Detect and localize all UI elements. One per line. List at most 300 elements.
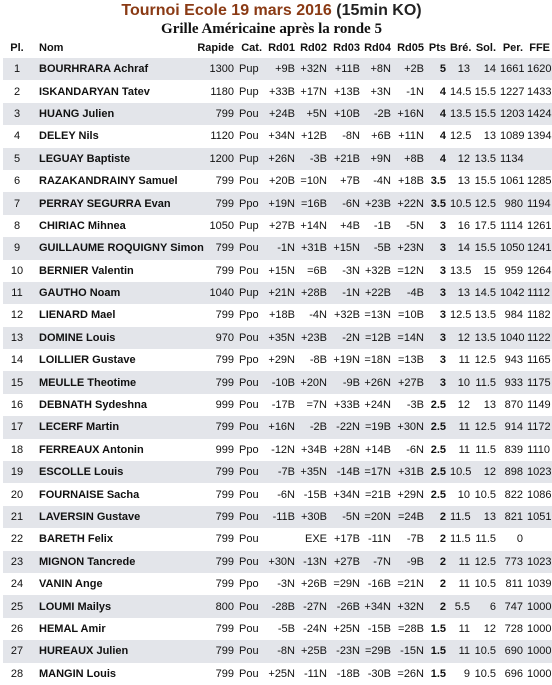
cell-performance: 1661 bbox=[498, 58, 525, 80]
cell-bresilien: 11.5 bbox=[450, 533, 471, 546]
cell-ffe-rating bbox=[525, 148, 552, 170]
cell-points: 2.5 bbox=[430, 488, 446, 501]
cell-round-4: -15B bbox=[367, 622, 391, 635]
cell-category: Pup bbox=[239, 85, 259, 98]
cell-bresilien: 11 bbox=[448, 551, 472, 573]
cell-solkoff: 12.5 bbox=[474, 354, 496, 367]
cell-round-2: -24N bbox=[303, 622, 327, 635]
cell-round-5: +2B bbox=[393, 58, 426, 80]
cell-bresilien: 12 bbox=[448, 148, 472, 170]
cell-points: 3 bbox=[426, 237, 448, 259]
cell-rating: 1300 bbox=[195, 58, 236, 80]
cell-bresilien: 11 bbox=[448, 640, 472, 662]
cell-round-4: =12B bbox=[362, 327, 393, 349]
cell-round-1 bbox=[264, 528, 297, 550]
cell-round-2: -27N bbox=[297, 595, 329, 617]
cell-round-1: -3N bbox=[277, 578, 295, 591]
cell-round-3: +4B bbox=[340, 219, 360, 232]
cell-points: 3 bbox=[426, 371, 448, 393]
cell-name: ESCOLLE Louis bbox=[31, 461, 195, 483]
cell-points: 3.5 bbox=[430, 175, 446, 188]
cell-points: 2 bbox=[439, 578, 446, 591]
cell-round-4: +32B bbox=[365, 264, 391, 277]
cell-place: 10 bbox=[10, 264, 24, 277]
header-row bbox=[3, 38, 552, 58]
cell-bresilien: 12 bbox=[457, 399, 470, 412]
cell-place: 5 bbox=[3, 148, 31, 170]
table-row bbox=[3, 394, 552, 416]
cell-place: 9 bbox=[3, 237, 31, 259]
cell-place: 12 bbox=[10, 309, 24, 322]
cell-solkoff: 12 bbox=[472, 461, 498, 483]
cell-name: BERNIER Valentin bbox=[39, 264, 134, 277]
table-row bbox=[3, 461, 552, 483]
cell-points: 4 bbox=[426, 103, 448, 125]
cell-points: 1.5 bbox=[426, 640, 448, 662]
cell-round-2: =7N bbox=[306, 399, 327, 412]
cell-name: DOMINE Louis bbox=[31, 327, 195, 349]
cell-solkoff: 11.5 bbox=[475, 443, 496, 456]
cell-round-2: +23B bbox=[297, 327, 329, 349]
cell-solkoff: 14.5 bbox=[472, 282, 498, 304]
cell-ffe-rating: 1086 bbox=[527, 488, 552, 501]
cell-round-2: -15B bbox=[303, 488, 327, 501]
cell-round-1: +21N bbox=[264, 282, 297, 304]
cell-ffe-rating: 1000 bbox=[525, 595, 552, 617]
cell-name: LECERF Martin bbox=[31, 416, 195, 438]
cell-performance: 1061 bbox=[500, 175, 525, 188]
cell-category: Pou bbox=[236, 551, 264, 573]
cell-round-3: +13B bbox=[334, 85, 360, 98]
cell-name: FERREAUX Antonin bbox=[39, 443, 144, 456]
cell-bresilien: 13 bbox=[448, 282, 472, 304]
title-format: (15min KO) bbox=[336, 2, 422, 19]
cell-category: Pou bbox=[239, 667, 259, 680]
cell-bresilien: 12.5 bbox=[450, 309, 472, 322]
cell-round-5: +18B bbox=[398, 175, 424, 188]
cell-rating: 799 bbox=[195, 237, 236, 259]
cell-round-1: +35N bbox=[264, 327, 297, 349]
cell-ffe-rating: 1122 bbox=[525, 327, 552, 349]
cell-points: 2 bbox=[426, 506, 448, 528]
cell-round-1: +15N bbox=[268, 264, 295, 277]
col-header-round-2: Rd02 bbox=[300, 42, 327, 54]
cell-name: LEGUAY Baptiste bbox=[31, 148, 195, 170]
cell-round-1: -12N bbox=[271, 443, 295, 456]
cell-category: Pou bbox=[239, 399, 259, 412]
cell-rating: 799 bbox=[195, 506, 236, 528]
cell-round-4: +9N bbox=[362, 148, 393, 170]
cell-round-3: +17B bbox=[334, 533, 360, 546]
cell-points: 3 bbox=[439, 264, 446, 277]
cell-category: Pou bbox=[236, 327, 264, 349]
cell-category: Pou bbox=[239, 488, 259, 501]
col-header-rating: Rapide bbox=[197, 42, 234, 54]
col-header-solkoff: Sol. bbox=[475, 42, 496, 54]
cell-category: Pou bbox=[236, 416, 264, 438]
cell-rating: 799 bbox=[195, 192, 236, 214]
cell-ffe-rating: 1175 bbox=[525, 371, 552, 393]
cell-place: 26 bbox=[10, 622, 24, 635]
table-row bbox=[3, 439, 552, 461]
cell-round-1: +30N bbox=[264, 551, 297, 573]
cell-solkoff: 15.5 bbox=[474, 85, 496, 98]
cell-category: Pou bbox=[239, 264, 259, 277]
cell-round-5: -3B bbox=[406, 399, 424, 412]
cell-performance: 898 bbox=[498, 461, 525, 483]
cell-round-3: -1N bbox=[329, 282, 362, 304]
cell-performance: 690 bbox=[498, 640, 525, 662]
cell-performance: 811 bbox=[505, 578, 523, 591]
cell-performance: 980 bbox=[498, 192, 525, 214]
cell-ffe-rating: 1194 bbox=[525, 192, 552, 214]
table-row bbox=[3, 663, 552, 685]
cell-performance: 1040 bbox=[498, 327, 525, 349]
cell-round-2: +31B bbox=[297, 237, 329, 259]
cell-bresilien: 14 bbox=[448, 237, 472, 259]
cell-round-3: +25N bbox=[333, 622, 360, 635]
cell-place: 18 bbox=[10, 443, 24, 456]
standings-table bbox=[3, 38, 552, 685]
cell-category: Pou bbox=[236, 237, 264, 259]
col-header-round-4: Rd04 bbox=[364, 42, 391, 54]
cell-bresilien: 11 bbox=[458, 354, 470, 367]
cell-points: 2.5 bbox=[426, 416, 448, 438]
cell-round-2: EXE bbox=[304, 533, 327, 546]
cell-ffe-rating: 1433 bbox=[527, 85, 552, 98]
table-row bbox=[3, 237, 552, 259]
cell-round-1: +18B bbox=[269, 309, 295, 322]
cell-round-1: +16N bbox=[264, 416, 297, 438]
cell-performance: 747 bbox=[498, 595, 525, 617]
cell-name: PERRAY SEGURRA Evan bbox=[31, 192, 195, 214]
cell-place: 20 bbox=[10, 488, 24, 501]
cell-points: 3 bbox=[439, 309, 446, 322]
cell-solkoff: 12.5 bbox=[472, 192, 498, 214]
cell-place: 19 bbox=[3, 461, 31, 483]
cell-round-4: -2B bbox=[362, 103, 393, 125]
cell-points: 3 bbox=[426, 327, 448, 349]
table-row bbox=[3, 148, 552, 170]
cell-round-5: =13B bbox=[398, 354, 424, 367]
cell-performance: 1203 bbox=[498, 103, 525, 125]
cell-bresilien: 13 bbox=[457, 175, 470, 188]
cell-ffe-rating: 1039 bbox=[527, 578, 552, 591]
cell-name: MANGIN Louis bbox=[39, 667, 116, 680]
cell-bresilien: 14.5 bbox=[450, 85, 472, 98]
cell-solkoff: 10.5 bbox=[474, 578, 496, 591]
cell-round-5: +11N bbox=[398, 130, 424, 143]
cell-name: ISKANDARYAN Tatev bbox=[39, 85, 150, 98]
cell-rating: 999 bbox=[215, 443, 234, 456]
cell-rating: 1180 bbox=[210, 85, 234, 98]
cell-rating: 799 bbox=[215, 622, 234, 635]
cell-place: 24 bbox=[10, 578, 24, 591]
cell-round-1: +24B bbox=[264, 103, 297, 125]
cell-round-4: -11N bbox=[367, 533, 391, 546]
cell-bresilien: 9 bbox=[463, 667, 470, 680]
cell-rating: 799 bbox=[195, 640, 236, 662]
table-row bbox=[3, 260, 552, 282]
cell-points: 3 bbox=[439, 219, 446, 232]
cell-round-3: +27B bbox=[329, 551, 362, 573]
cell-round-4: =19B bbox=[362, 416, 393, 438]
cell-round-4: -30B bbox=[367, 667, 391, 680]
cell-place: 2 bbox=[13, 85, 21, 98]
cell-round-3: -2N bbox=[329, 327, 362, 349]
cell-place: 4 bbox=[13, 130, 21, 143]
col-header-bresilien: Bré. bbox=[450, 42, 472, 54]
cell-ffe-rating: 1165 bbox=[527, 354, 551, 367]
table-row bbox=[3, 551, 552, 573]
cell-round-1: -5B bbox=[277, 622, 295, 635]
cell-ffe-rating: 1149 bbox=[527, 399, 551, 412]
cell-round-2: -13N bbox=[297, 551, 329, 573]
cell-category: Pou bbox=[236, 371, 264, 393]
col-header-performance: Per. bbox=[502, 42, 523, 54]
table-row bbox=[3, 573, 552, 595]
cell-solkoff: 13.5 bbox=[472, 327, 498, 349]
cell-performance: 821 bbox=[498, 506, 525, 528]
title-main: Tournoi Ecole 19 mars 2016 bbox=[121, 2, 332, 19]
cell-bresilien: 13 bbox=[448, 58, 472, 80]
cell-performance: 1227 bbox=[500, 85, 525, 98]
cell-solkoff: 10.5 bbox=[474, 667, 496, 680]
cell-rating: 799 bbox=[215, 488, 234, 501]
cell-place: 7 bbox=[3, 192, 31, 214]
cell-round-2: +30B bbox=[297, 506, 329, 528]
cell-round-1: +34N bbox=[268, 130, 295, 143]
cell-ffe-rating: 1000 bbox=[527, 622, 552, 635]
cell-round-2: +12B bbox=[301, 130, 327, 143]
cell-bresilien: 12.5 bbox=[450, 130, 472, 143]
cell-solkoff: 15.5 bbox=[472, 103, 498, 125]
grid-subtitle: Grille Américaine après la ronde 5 bbox=[161, 21, 382, 37]
table-row bbox=[3, 528, 552, 550]
cell-bresilien: 10 bbox=[448, 371, 472, 393]
cell-performance: 870 bbox=[504, 399, 523, 412]
cell-place: 13 bbox=[3, 327, 31, 349]
table-row bbox=[3, 103, 552, 125]
cell-rating: 799 bbox=[195, 416, 236, 438]
cell-round-1: -6N bbox=[277, 488, 295, 501]
cell-bresilien: 5.5 bbox=[448, 595, 472, 617]
cell-round-1: +26N bbox=[264, 148, 297, 170]
cell-round-2: =16B bbox=[297, 192, 329, 214]
cell-ffe-rating bbox=[525, 528, 552, 550]
cell-round-4: -5B bbox=[362, 237, 393, 259]
cell-round-2: +5N bbox=[297, 103, 329, 125]
table-row bbox=[3, 282, 552, 304]
cell-round-3: +33B bbox=[334, 399, 360, 412]
cell-round-5: +32N bbox=[393, 595, 426, 617]
col-header-name: Nom bbox=[39, 42, 64, 54]
cell-round-3: -14B bbox=[329, 461, 362, 483]
cell-round-5: =28B bbox=[398, 622, 424, 635]
cell-round-5: -5N bbox=[406, 219, 424, 232]
cell-round-3: -23N bbox=[329, 640, 362, 662]
cell-round-1: +27B bbox=[269, 219, 295, 232]
cell-rating: 799 bbox=[215, 533, 234, 546]
table-row bbox=[3, 506, 552, 528]
cell-round-1: -1N bbox=[264, 237, 297, 259]
cell-solkoff: 12 bbox=[483, 622, 496, 635]
cell-round-3: +15N bbox=[329, 237, 362, 259]
cell-performance: 933 bbox=[498, 371, 525, 393]
cell-round-3: -8N bbox=[342, 130, 360, 143]
cell-round-4: =20N bbox=[362, 506, 393, 528]
cell-points: 5 bbox=[426, 58, 448, 80]
col-header-round-5: Rd05 bbox=[397, 42, 424, 54]
cell-ffe-rating: 1023 bbox=[525, 551, 552, 573]
cell-solkoff: 13.5 bbox=[474, 309, 496, 322]
cell-round-2: +34B bbox=[301, 443, 327, 456]
cell-name: MIGNON Tancrede bbox=[31, 551, 195, 573]
cell-ffe-rating: 1424 bbox=[525, 103, 552, 125]
cell-category: Pou bbox=[239, 622, 259, 635]
cell-solkoff: 13.5 bbox=[472, 148, 498, 170]
cell-round-2: +32N bbox=[297, 58, 329, 80]
cell-round-4: =29B bbox=[362, 640, 393, 662]
cell-place: 6 bbox=[13, 175, 21, 188]
cell-round-3: =29N bbox=[333, 578, 360, 591]
cell-solkoff: 10.5 bbox=[474, 488, 496, 501]
cell-bresilien: 10 bbox=[457, 488, 470, 501]
cell-round-5: +31B bbox=[393, 461, 426, 483]
cell-round-5: -7B bbox=[406, 533, 424, 546]
cell-round-5: +16N bbox=[393, 103, 426, 125]
cell-bresilien: 13.5 bbox=[448, 103, 472, 125]
cell-place: 22 bbox=[10, 533, 24, 546]
cell-rating: 799 bbox=[215, 264, 234, 277]
cell-name: DELEY Nils bbox=[39, 130, 99, 143]
cell-name: BARETH Felix bbox=[39, 533, 113, 546]
cell-round-4: +3N bbox=[370, 85, 391, 98]
cell-round-2: -3B bbox=[297, 148, 329, 170]
cell-round-2: -2B bbox=[297, 416, 329, 438]
cell-name: BOURHRARA Achraf bbox=[31, 58, 195, 80]
cell-ffe-rating: 1264 bbox=[527, 264, 552, 277]
cell-round-5: =14N bbox=[393, 327, 426, 349]
cell-round-1: +9B bbox=[264, 58, 297, 80]
cell-round-3: -22N bbox=[329, 416, 362, 438]
cell-ffe-rating: 1285 bbox=[527, 175, 552, 188]
cell-solkoff: 13 bbox=[483, 130, 496, 143]
cell-round-5: +27B bbox=[393, 371, 426, 393]
cell-round-4: =21B bbox=[365, 488, 391, 501]
cell-round-1: -7B bbox=[264, 461, 297, 483]
cell-name: GUILLAUME ROQUIGNY Simon bbox=[31, 237, 195, 259]
cell-solkoff: 17.5 bbox=[474, 219, 496, 232]
cell-performance: 822 bbox=[504, 488, 523, 501]
cell-performance: 1089 bbox=[500, 130, 525, 143]
cell-name: LIENARD Mael bbox=[39, 309, 116, 322]
cell-rating: 799 bbox=[215, 667, 234, 680]
cell-round-4: -4N bbox=[373, 175, 391, 188]
cell-round-1: +29N bbox=[268, 354, 295, 367]
cell-round-2: +20N bbox=[297, 371, 329, 393]
cell-performance: 0 bbox=[516, 533, 523, 546]
cell-solkoff: 13 bbox=[472, 506, 498, 528]
cell-solkoff: 12.5 bbox=[472, 416, 498, 438]
cell-category: Pou bbox=[236, 461, 264, 483]
cell-performance: 959 bbox=[504, 264, 523, 277]
cell-round-5: -15N bbox=[393, 640, 426, 662]
cell-ffe-rating: 1000 bbox=[525, 640, 552, 662]
cell-rating: 799 bbox=[215, 354, 234, 367]
cell-place: 1 bbox=[3, 58, 31, 80]
cell-round-3: +11B bbox=[329, 58, 362, 80]
cell-round-5: =26N bbox=[397, 667, 424, 680]
cell-name: HUREAUX Julien bbox=[31, 640, 195, 662]
cell-rating: 1040 bbox=[195, 282, 236, 304]
cell-points: 2 bbox=[439, 533, 446, 546]
cell-round-3: +19N bbox=[333, 354, 360, 367]
tournament-title bbox=[0, 2, 543, 20]
cell-round-5: -1N bbox=[406, 85, 424, 98]
cell-round-2: +35N bbox=[297, 461, 329, 483]
cell-round-2: +17N bbox=[300, 85, 327, 98]
cell-round-4: +34N bbox=[362, 595, 393, 617]
cell-name: DEBNATH Sydeshna bbox=[39, 399, 147, 412]
cell-category: Pou bbox=[239, 533, 259, 546]
col-header-points: Pts bbox=[428, 42, 446, 54]
cell-round-3: +21B bbox=[329, 148, 362, 170]
cell-category: Pup bbox=[236, 282, 264, 304]
cell-round-5: -6N bbox=[406, 443, 424, 456]
cell-round-1: -8N bbox=[264, 640, 297, 662]
cell-bresilien: 10.5 bbox=[448, 192, 472, 214]
cell-place: 14 bbox=[10, 354, 24, 367]
cell-round-5: +29N bbox=[397, 488, 424, 501]
cell-performance: 728 bbox=[504, 622, 523, 635]
cell-round-5: =10B bbox=[398, 309, 424, 322]
cell-points: 4 bbox=[439, 130, 446, 143]
cell-category: Ppo bbox=[239, 443, 259, 456]
cell-rating: 799 bbox=[215, 309, 234, 322]
cell-round-3: -3N bbox=[342, 264, 360, 277]
cell-name: LOUMI Mailys bbox=[31, 595, 195, 617]
cell-round-3: +32B bbox=[334, 309, 360, 322]
cell-round-1: +25N bbox=[268, 667, 295, 680]
cell-round-4: +14B bbox=[365, 443, 391, 456]
cell-place: 16 bbox=[10, 399, 24, 412]
cell-ffe-rating: 1261 bbox=[527, 219, 552, 232]
cell-bresilien: 12 bbox=[448, 327, 472, 349]
cell-round-4: -16B bbox=[367, 578, 391, 591]
cell-rating: 1200 bbox=[195, 148, 236, 170]
cell-round-2: -11N bbox=[303, 667, 327, 680]
cell-round-5: +23N bbox=[393, 237, 426, 259]
table-row bbox=[3, 640, 552, 662]
cell-ffe-rating: 1112 bbox=[525, 282, 552, 304]
cell-solkoff: 12.5 bbox=[472, 551, 498, 573]
cell-place: 11 bbox=[3, 282, 31, 304]
cell-place: 28 bbox=[10, 667, 24, 680]
cell-place: 27 bbox=[3, 640, 31, 662]
cell-bresilien: 16 bbox=[457, 219, 470, 232]
cell-performance: 1042 bbox=[498, 282, 525, 304]
table-row bbox=[3, 618, 552, 640]
cell-round-1: +33B bbox=[269, 85, 295, 98]
cell-category: Pup bbox=[236, 58, 264, 80]
cell-round-5: =12N bbox=[397, 264, 424, 277]
cell-solkoff: 15.5 bbox=[472, 237, 498, 259]
cell-ffe-rating: 1172 bbox=[525, 416, 552, 438]
cell-place: 3 bbox=[3, 103, 31, 125]
cell-round-1: -17B bbox=[271, 399, 295, 412]
cell-bresilien: 11 bbox=[458, 622, 470, 635]
